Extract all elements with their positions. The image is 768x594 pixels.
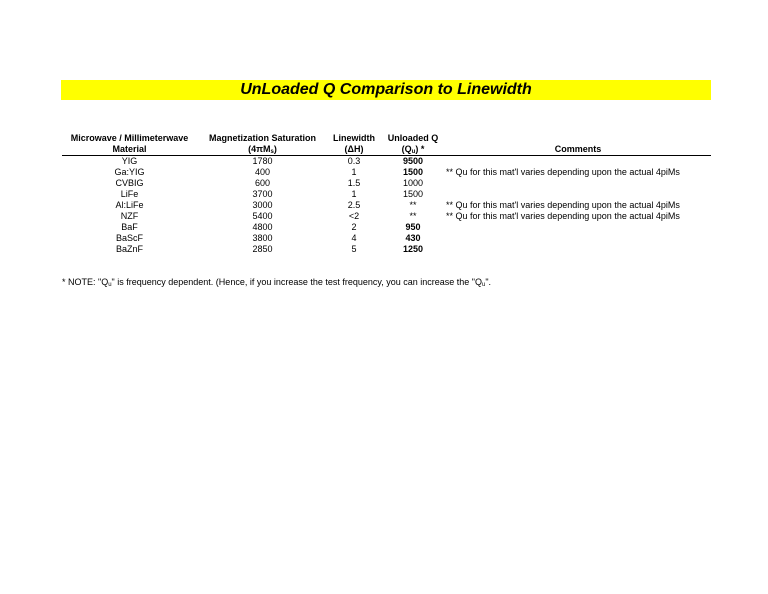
cell-material: NZF — [120, 211, 139, 221]
header-linewidth — [326, 133, 382, 155]
cell-q: 1500 — [402, 189, 424, 199]
cell-linewidth: 1.5 — [347, 178, 361, 188]
cell-material: BaZnF — [115, 244, 143, 254]
cell-linewidth: 5 — [351, 244, 357, 254]
header-material — [62, 133, 197, 155]
cell-ms: 3000 — [252, 200, 273, 210]
header-material-line1: Microwave / Millimeterwave — [70, 133, 189, 143]
cell-ms: 400 — [254, 167, 271, 177]
cell-linewidth: 4 — [351, 233, 357, 243]
cell-linewidth: 1 — [351, 167, 357, 177]
cell-q: 1500 — [402, 167, 424, 177]
cell-ms: 1780 — [252, 156, 273, 166]
header-unloaded-q-line2: $(Q_u)$ * — [401, 144, 425, 155]
cell-ms: 2850 — [252, 244, 273, 254]
header-material-line2: Material — [112, 144, 147, 154]
cell-linewidth: 0.3 — [347, 156, 361, 166]
cell-q: 1000 — [402, 178, 424, 188]
cell-comment: ** Qu for this mat'l varies depending upon the actual 4piMs — [446, 211, 680, 221]
cell-material: CVBIG — [115, 178, 144, 188]
cell-linewidth: 2 — [351, 222, 357, 232]
cell-material: BaScF — [115, 233, 143, 243]
cell-linewidth: 2.5 — [347, 200, 361, 210]
header-unloaded-q-line1: Unloaded Q — [387, 133, 439, 143]
cell-material: YIG — [121, 156, 138, 166]
header-linewidth-line1: Linewidth — [333, 133, 375, 143]
header-magnetization-line2: $(4\pi M_s)$ — [248, 144, 277, 155]
cell-q: 1250 — [402, 244, 424, 254]
header-magnetization — [200, 133, 325, 155]
cell-linewidth: <2 — [348, 211, 360, 221]
cell-material: Al:LiFe — [115, 200, 144, 210]
cell-material: Ga:YIG — [114, 167, 145, 177]
cell-q: 950 — [405, 222, 421, 232]
cell-linewidth: 1 — [351, 189, 357, 199]
cell-ms: 3800 — [252, 233, 273, 243]
cell-material: BaF — [121, 222, 138, 232]
cell-q: ** — [409, 200, 417, 210]
cell-q: ** — [409, 211, 417, 221]
cell-ms: 600 — [254, 178, 271, 188]
header-unloaded-q — [382, 133, 444, 155]
header-comments: Comments — [554, 144, 602, 154]
cell-ms: 3700 — [252, 189, 273, 199]
cell-comment: ** Qu for this mat'l varies depending upon the actual 4piMs — [446, 200, 680, 210]
header-linewidth-line2: (ΔH) — [344, 144, 364, 154]
cell-q: 9500 — [402, 156, 424, 166]
cell-ms: 5400 — [252, 211, 273, 221]
cell-comment: ** Qu for this mat'l varies depending upon the actual 4piMs — [446, 167, 680, 177]
cell-q: 430 — [405, 233, 421, 243]
header-magnetization-line1: Magnetization Saturation — [208, 133, 316, 143]
cell-material: LiFe — [120, 189, 139, 199]
cell-ms: 4800 — [252, 222, 273, 232]
footnote: * NOTE: "$Q_u$" is frequency dependent. (Hence, if you increase the test frequency, you can increase the "$Q_u$". — [62, 277, 492, 288]
page-title: UnLoaded Q Comparison to Linewidth — [61, 80, 711, 100]
